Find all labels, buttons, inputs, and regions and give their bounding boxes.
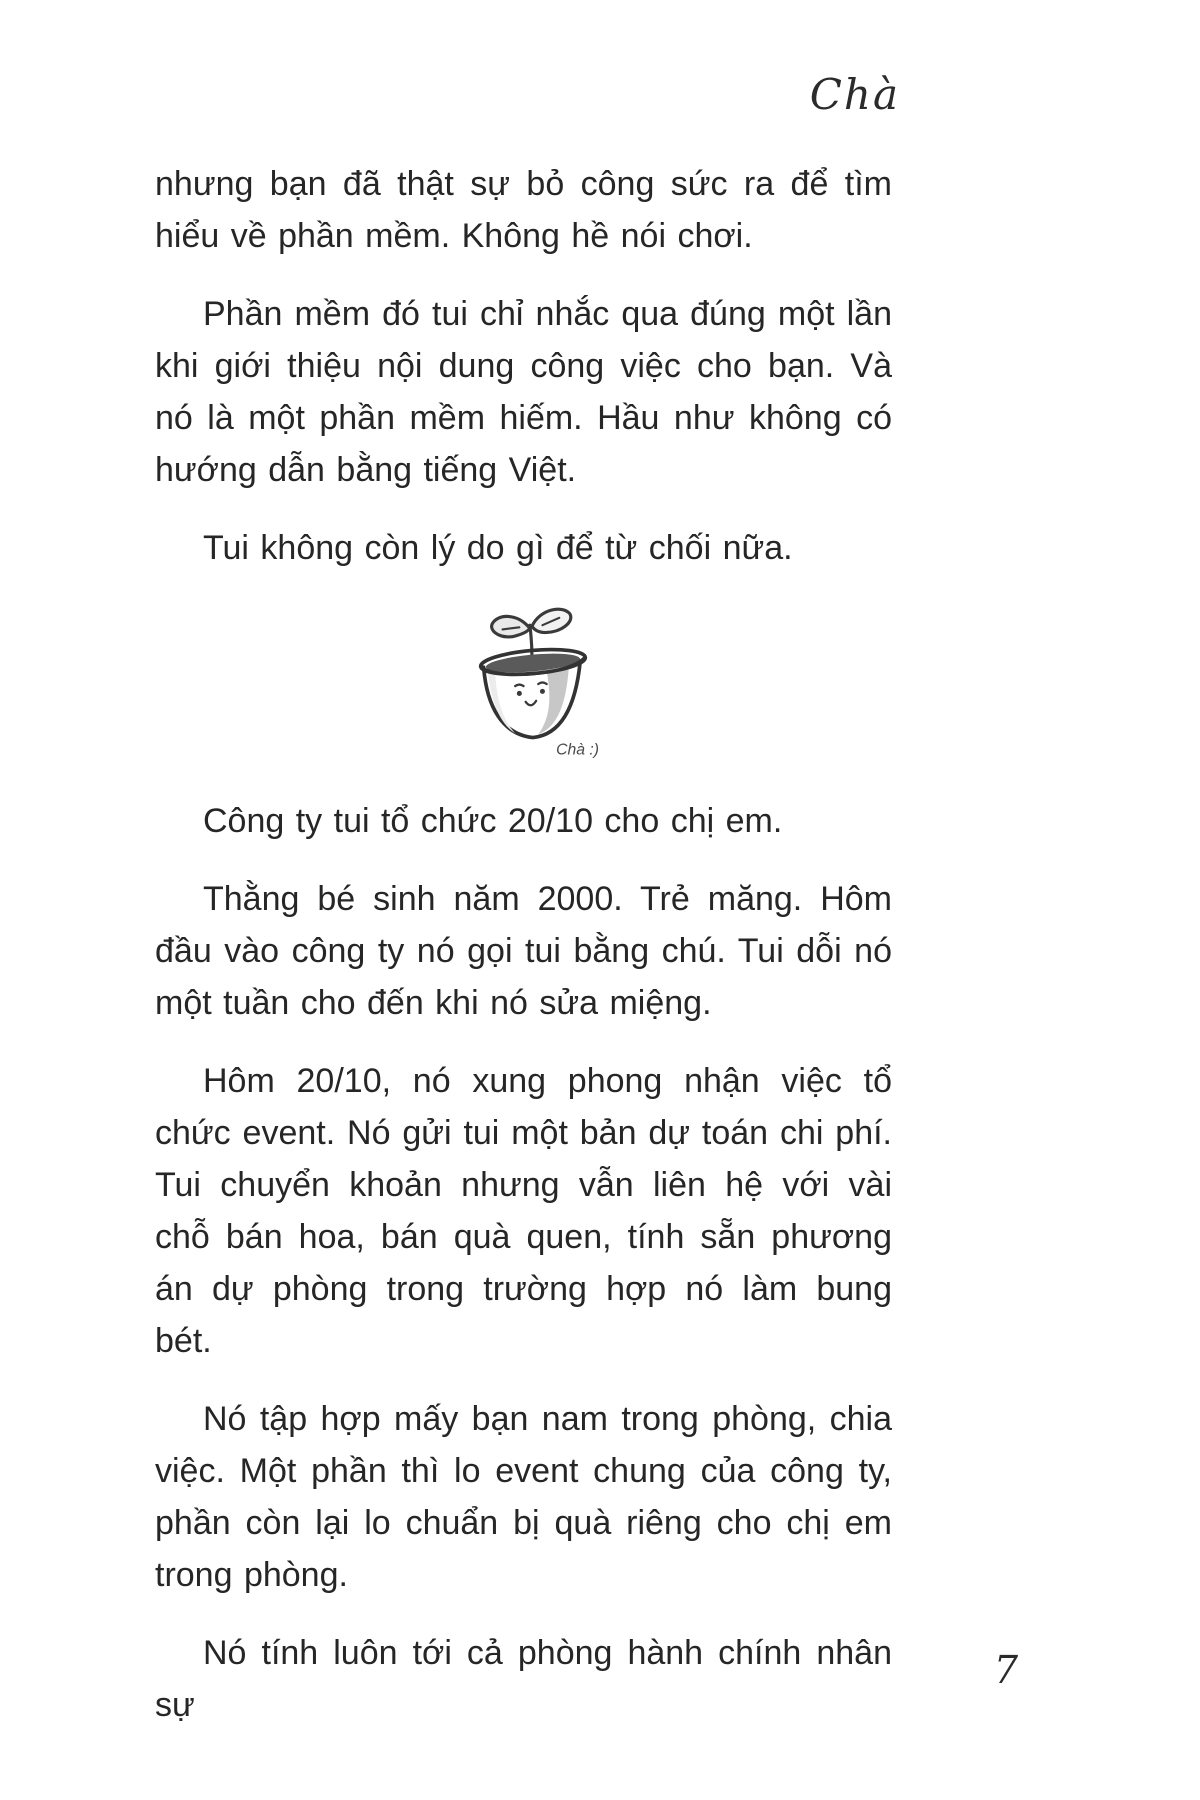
paragraph: Nó tính luôn tới cả phòng hành chính nhân sự xyxy=(155,1634,892,1724)
running-header: Chà xyxy=(809,70,900,119)
paragraph: Nó tập hợp mấy bạn nam trong phòng, chia việc. Một phần thì lo event chung của công ty, phần còn lại lo chuẩn bị quà riêng cho chị em trong phòng. xyxy=(155,1400,892,1594)
paragraph: Phần mềm đó tui chỉ nhắc qua đúng một lần khi giới thiệu nội dung công việc cho bạn. Và nó là một phần mềm hiếm. Hầu như không có hướng dẫn bằng tiếng Việt. xyxy=(155,295,892,489)
paragraph: Thằng bé sinh năm 2000. Trẻ măng. Hôm đầu vào công ty nó gọi tui bằng chú. Tui dỗi nó một tuần cho đến khi nó sửa miệng. xyxy=(155,880,892,1022)
pot-body xyxy=(479,646,586,738)
flower-pot-illustration xyxy=(454,600,612,768)
illustration-signature: Chà :) xyxy=(555,741,599,759)
page-number: 7 xyxy=(993,1648,1018,1692)
paragraph: Tui không còn lý do gì để từ chối nữa. xyxy=(203,529,793,567)
paragraph: Công ty tui tổ chức 20/10 cho chị em. xyxy=(203,802,783,840)
section-break-figure xyxy=(155,600,892,773)
paragraph: nhưng bạn đã thật sự bỏ công sức ra để tìm hiểu về phần mềm. Không hề nói chơi. xyxy=(155,165,892,255)
paragraph: Hôm 20/10, nó xung phong nhận việc tổ chức event. Nó gửi tui một bản dự toán chi phí. Tui chuyển khoản nhưng vẫn liên hệ với vài chỗ bán hoa, bán quà quen, tính sẵn phương án dự phòng trong trường hợp nó làm bung bét. xyxy=(155,1062,892,1360)
page-content xyxy=(155,158,892,1757)
